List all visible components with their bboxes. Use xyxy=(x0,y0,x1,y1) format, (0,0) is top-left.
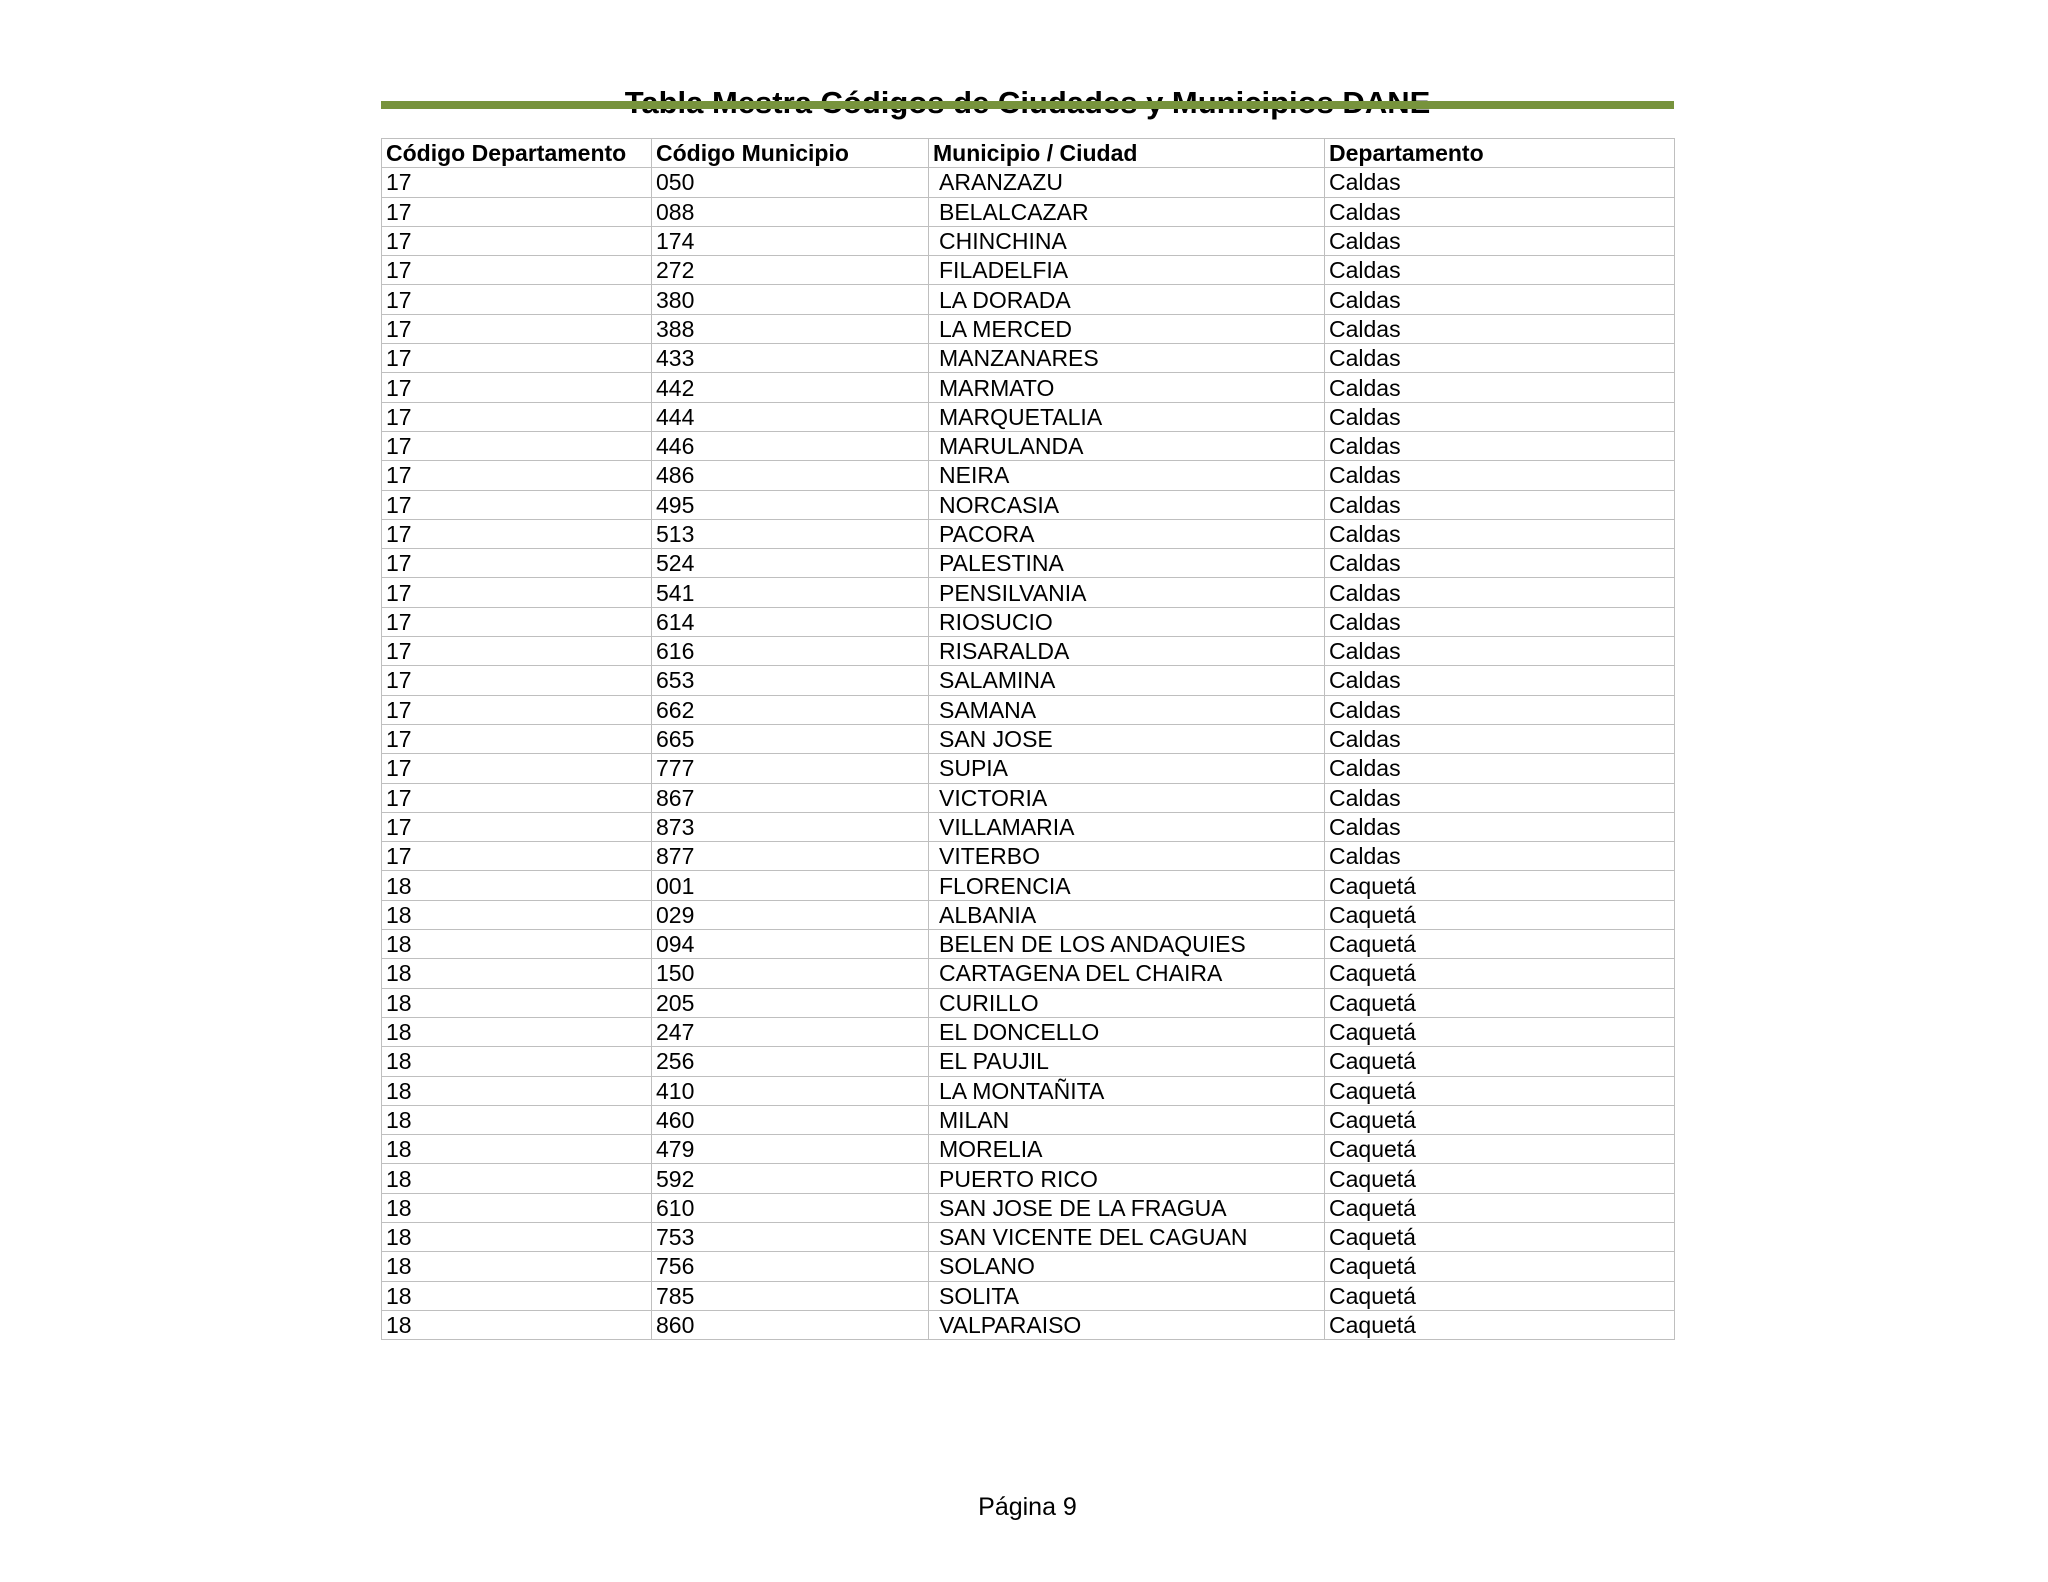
cell-codigo-municipio: 486 xyxy=(652,461,929,490)
cell-departamento: Caldas xyxy=(1325,168,1675,197)
cell-codigo-departamento: 18 xyxy=(382,1222,652,1251)
cell-codigo-municipio: 614 xyxy=(652,607,929,636)
cell-municipio-ciudad: SUPIA xyxy=(929,754,1325,783)
cell-codigo-departamento: 18 xyxy=(382,871,652,900)
table-row xyxy=(382,373,1675,402)
cell-codigo-departamento: 17 xyxy=(382,695,652,724)
cell-municipio-ciudad: VITERBO xyxy=(929,842,1325,871)
cell-codigo-departamento: 18 xyxy=(382,1252,652,1281)
cell-departamento: Caquetá xyxy=(1325,959,1675,988)
table-row xyxy=(382,988,1675,1017)
cell-codigo-departamento: 18 xyxy=(382,1017,652,1046)
cell-municipio-ciudad: EL DONCELLO xyxy=(929,1017,1325,1046)
table-row xyxy=(382,256,1675,285)
cell-codigo-municipio: 777 xyxy=(652,754,929,783)
table-row xyxy=(382,724,1675,753)
cell-codigo-departamento: 18 xyxy=(382,1193,652,1222)
cell-codigo-departamento: 17 xyxy=(382,314,652,343)
cell-codigo-departamento: 17 xyxy=(382,842,652,871)
cell-municipio-ciudad: SAN JOSE DE LA FRAGUA xyxy=(929,1193,1325,1222)
table-row xyxy=(382,1135,1675,1164)
cell-municipio-ciudad: CARTAGENA DEL CHAIRA xyxy=(929,959,1325,988)
table-row xyxy=(382,1047,1675,1076)
cell-codigo-departamento: 18 xyxy=(382,1310,652,1339)
cell-codigo-departamento: 17 xyxy=(382,549,652,578)
cell-departamento: Caquetá xyxy=(1325,1076,1675,1105)
cell-codigo-municipio: 150 xyxy=(652,959,929,988)
cell-codigo-departamento: 17 xyxy=(382,724,652,753)
cell-municipio-ciudad: LA MERCED xyxy=(929,314,1325,343)
table-row xyxy=(382,461,1675,490)
table-body xyxy=(382,168,1675,1340)
table-row xyxy=(382,402,1675,431)
cell-codigo-municipio: 873 xyxy=(652,812,929,841)
cell-departamento: Caquetá xyxy=(1325,1047,1675,1076)
cell-municipio-ciudad: FLORENCIA xyxy=(929,871,1325,900)
cell-departamento: Caldas xyxy=(1325,226,1675,255)
cell-codigo-departamento: 18 xyxy=(382,1105,652,1134)
cell-departamento: Caquetá xyxy=(1325,1281,1675,1310)
cell-codigo-departamento: 17 xyxy=(382,197,652,226)
cell-codigo-municipio: 094 xyxy=(652,930,929,959)
table-row xyxy=(382,168,1675,197)
cell-codigo-municipio: 495 xyxy=(652,490,929,519)
cell-codigo-departamento: 17 xyxy=(382,344,652,373)
cell-departamento: Caquetá xyxy=(1325,1017,1675,1046)
cell-codigo-departamento: 17 xyxy=(382,666,652,695)
cell-codigo-departamento: 17 xyxy=(382,461,652,490)
table-row xyxy=(382,754,1675,783)
cell-codigo-departamento: 18 xyxy=(382,1135,652,1164)
cell-municipio-ciudad: SAMANA xyxy=(929,695,1325,724)
cell-municipio-ciudad: BELALCAZAR xyxy=(929,197,1325,226)
cell-departamento: Caldas xyxy=(1325,285,1675,314)
cell-codigo-departamento: 17 xyxy=(382,812,652,841)
cell-municipio-ciudad: VALPARAISO xyxy=(929,1310,1325,1339)
cell-codigo-municipio: 050 xyxy=(652,168,929,197)
cell-departamento: Caldas xyxy=(1325,197,1675,226)
table-row xyxy=(382,1252,1675,1281)
cell-municipio-ciudad: VICTORIA xyxy=(929,783,1325,812)
municipality-code-table xyxy=(381,138,1675,1340)
cell-codigo-municipio: 410 xyxy=(652,1076,929,1105)
cell-codigo-departamento: 17 xyxy=(382,490,652,519)
cell-departamento: Caldas xyxy=(1325,578,1675,607)
cell-departamento: Caldas xyxy=(1325,842,1675,871)
cell-codigo-municipio: 653 xyxy=(652,666,929,695)
cell-municipio-ciudad: CURILLO xyxy=(929,988,1325,1017)
cell-municipio-ciudad: SALAMINA xyxy=(929,666,1325,695)
cell-municipio-ciudad: MILAN xyxy=(929,1105,1325,1134)
cell-departamento: Caquetá xyxy=(1325,1252,1675,1281)
cell-departamento: Caldas xyxy=(1325,431,1675,460)
cell-codigo-municipio: 592 xyxy=(652,1164,929,1193)
cell-municipio-ciudad: NORCASIA xyxy=(929,490,1325,519)
cell-codigo-municipio: 460 xyxy=(652,1105,929,1134)
cell-departamento: Caquetá xyxy=(1325,1164,1675,1193)
cell-departamento: Caquetá xyxy=(1325,1193,1675,1222)
cell-codigo-municipio: 433 xyxy=(652,344,929,373)
table-row xyxy=(382,549,1675,578)
cell-municipio-ciudad: MARQUETALIA xyxy=(929,402,1325,431)
cell-municipio-ciudad: RIOSUCIO xyxy=(929,607,1325,636)
table-row xyxy=(382,1164,1675,1193)
cell-departamento: Caldas xyxy=(1325,256,1675,285)
cell-codigo-departamento: 17 xyxy=(382,285,652,314)
cell-departamento: Caldas xyxy=(1325,549,1675,578)
cell-codigo-municipio: 867 xyxy=(652,783,929,812)
cell-municipio-ciudad: LA DORADA xyxy=(929,285,1325,314)
cell-municipio-ciudad: ARANZAZU xyxy=(929,168,1325,197)
cell-codigo-departamento: 18 xyxy=(382,988,652,1017)
cell-departamento: Caquetá xyxy=(1325,988,1675,1017)
cell-codigo-departamento: 17 xyxy=(382,637,652,666)
cell-municipio-ciudad: MARULANDA xyxy=(929,431,1325,460)
cell-municipio-ciudad: PENSILVANIA xyxy=(929,578,1325,607)
cell-departamento: Caldas xyxy=(1325,490,1675,519)
table-row xyxy=(382,637,1675,666)
cell-municipio-ciudad: PALESTINA xyxy=(929,549,1325,578)
table-row xyxy=(382,930,1675,959)
cell-municipio-ciudad: LA MONTAÑITA xyxy=(929,1076,1325,1105)
cell-municipio-ciudad: MARMATO xyxy=(929,373,1325,402)
cell-codigo-departamento: 17 xyxy=(382,431,652,460)
table-row xyxy=(382,285,1675,314)
cell-departamento: Caldas xyxy=(1325,724,1675,753)
table-row xyxy=(382,344,1675,373)
cell-codigo-municipio: 662 xyxy=(652,695,929,724)
table-row xyxy=(382,226,1675,255)
table-row xyxy=(382,1193,1675,1222)
table-header-row xyxy=(382,139,1675,168)
cell-codigo-municipio: 174 xyxy=(652,226,929,255)
table-row xyxy=(382,842,1675,871)
cell-municipio-ciudad: SOLANO xyxy=(929,1252,1325,1281)
cell-codigo-municipio: 513 xyxy=(652,519,929,548)
title-rule xyxy=(381,101,1674,109)
table-row xyxy=(382,1222,1675,1251)
table-row xyxy=(382,812,1675,841)
cell-municipio-ciudad: EL PAUJIL xyxy=(929,1047,1325,1076)
table-row xyxy=(382,783,1675,812)
table-row xyxy=(382,1105,1675,1134)
cell-departamento: Caldas xyxy=(1325,607,1675,636)
cell-codigo-municipio: 442 xyxy=(652,373,929,402)
header-codigo-departamento: Código Departamento xyxy=(382,139,652,168)
cell-codigo-departamento: 18 xyxy=(382,959,652,988)
cell-departamento: Caquetá xyxy=(1325,900,1675,929)
table-row xyxy=(382,607,1675,636)
cell-codigo-departamento: 18 xyxy=(382,930,652,959)
table-row xyxy=(382,490,1675,519)
cell-municipio-ciudad: SAN JOSE xyxy=(929,724,1325,753)
cell-departamento: Caquetá xyxy=(1325,1105,1675,1134)
page-number: Página 9 xyxy=(978,1493,1077,1521)
cell-departamento: Caldas xyxy=(1325,344,1675,373)
cell-municipio-ciudad: MANZANARES xyxy=(929,344,1325,373)
table-row xyxy=(382,1076,1675,1105)
table-row xyxy=(382,578,1675,607)
cell-codigo-municipio: 479 xyxy=(652,1135,929,1164)
cell-codigo-municipio: 446 xyxy=(652,431,929,460)
cell-departamento: Caldas xyxy=(1325,461,1675,490)
table-row xyxy=(382,519,1675,548)
cell-codigo-municipio: 029 xyxy=(652,900,929,929)
cell-municipio-ciudad: RISARALDA xyxy=(929,637,1325,666)
cell-departamento: Caldas xyxy=(1325,783,1675,812)
cell-codigo-municipio: 756 xyxy=(652,1252,929,1281)
table-row xyxy=(382,1281,1675,1310)
cell-codigo-departamento: 18 xyxy=(382,900,652,929)
cell-departamento: Caldas xyxy=(1325,695,1675,724)
cell-municipio-ciudad: SAN VICENTE DEL CAGUAN xyxy=(929,1222,1325,1251)
table-row xyxy=(382,314,1675,343)
cell-departamento: Caquetá xyxy=(1325,930,1675,959)
cell-municipio-ciudad: ALBANIA xyxy=(929,900,1325,929)
header-codigo-municipio: Código Municipio xyxy=(652,139,929,168)
table-row xyxy=(382,197,1675,226)
cell-departamento: Caldas xyxy=(1325,314,1675,343)
cell-codigo-departamento: 18 xyxy=(382,1047,652,1076)
cell-codigo-departamento: 17 xyxy=(382,256,652,285)
cell-departamento: Caquetá xyxy=(1325,1310,1675,1339)
cell-codigo-municipio: 388 xyxy=(652,314,929,343)
cell-codigo-municipio: 610 xyxy=(652,1193,929,1222)
cell-municipio-ciudad: BELEN DE LOS ANDAQUIES xyxy=(929,930,1325,959)
cell-municipio-ciudad: SOLITA xyxy=(929,1281,1325,1310)
cell-departamento: Caldas xyxy=(1325,402,1675,431)
cell-departamento: Caquetá xyxy=(1325,1135,1675,1164)
table-row xyxy=(382,959,1675,988)
table-row xyxy=(382,871,1675,900)
cell-departamento: Caldas xyxy=(1325,666,1675,695)
cell-codigo-departamento: 18 xyxy=(382,1076,652,1105)
table-row xyxy=(382,666,1675,695)
cell-departamento: Caquetá xyxy=(1325,1222,1675,1251)
cell-municipio-ciudad: FILADELFIA xyxy=(929,256,1325,285)
cell-municipio-ciudad: VILLAMARIA xyxy=(929,812,1325,841)
cell-codigo-departamento: 18 xyxy=(382,1281,652,1310)
cell-codigo-municipio: 272 xyxy=(652,256,929,285)
cell-codigo-municipio: 247 xyxy=(652,1017,929,1046)
cell-codigo-departamento: 17 xyxy=(382,754,652,783)
cell-departamento: Caldas xyxy=(1325,812,1675,841)
cell-departamento: Caldas xyxy=(1325,373,1675,402)
table-row xyxy=(382,900,1675,929)
cell-codigo-departamento: 17 xyxy=(382,226,652,255)
cell-codigo-departamento: 17 xyxy=(382,783,652,812)
cell-municipio-ciudad: MORELIA xyxy=(929,1135,1325,1164)
cell-departamento: Caldas xyxy=(1325,519,1675,548)
cell-municipio-ciudad: PACORA xyxy=(929,519,1325,548)
table-row xyxy=(382,431,1675,460)
cell-codigo-municipio: 541 xyxy=(652,578,929,607)
table-row xyxy=(382,1310,1675,1339)
cell-codigo-municipio: 860 xyxy=(652,1310,929,1339)
cell-codigo-departamento: 17 xyxy=(382,578,652,607)
cell-codigo-departamento: 17 xyxy=(382,373,652,402)
header-departamento: Departamento xyxy=(1325,139,1675,168)
cell-departamento: Caquetá xyxy=(1325,871,1675,900)
cell-codigo-municipio: 753 xyxy=(652,1222,929,1251)
cell-departamento: Caldas xyxy=(1325,754,1675,783)
cell-codigo-departamento: 17 xyxy=(382,402,652,431)
cell-codigo-municipio: 088 xyxy=(652,197,929,226)
cell-municipio-ciudad: CHINCHINA xyxy=(929,226,1325,255)
cell-codigo-municipio: 785 xyxy=(652,1281,929,1310)
cell-codigo-departamento: 17 xyxy=(382,519,652,548)
table-row xyxy=(382,1017,1675,1046)
cell-codigo-departamento: 17 xyxy=(382,168,652,197)
cell-codigo-municipio: 001 xyxy=(652,871,929,900)
header-municipio-ciudad: Municipio / Ciudad xyxy=(929,139,1325,168)
cell-codigo-departamento: 18 xyxy=(382,1164,652,1193)
cell-codigo-departamento: 17 xyxy=(382,607,652,636)
cell-codigo-municipio: 444 xyxy=(652,402,929,431)
cell-codigo-municipio: 524 xyxy=(652,549,929,578)
cell-municipio-ciudad: PUERTO RICO xyxy=(929,1164,1325,1193)
cell-municipio-ciudad: NEIRA xyxy=(929,461,1325,490)
cell-codigo-municipio: 877 xyxy=(652,842,929,871)
table-row xyxy=(382,695,1675,724)
cell-departamento: Caldas xyxy=(1325,637,1675,666)
cell-codigo-municipio: 616 xyxy=(652,637,929,666)
cell-codigo-municipio: 205 xyxy=(652,988,929,1017)
cell-codigo-municipio: 380 xyxy=(652,285,929,314)
cell-codigo-municipio: 256 xyxy=(652,1047,929,1076)
cell-codigo-municipio: 665 xyxy=(652,724,929,753)
